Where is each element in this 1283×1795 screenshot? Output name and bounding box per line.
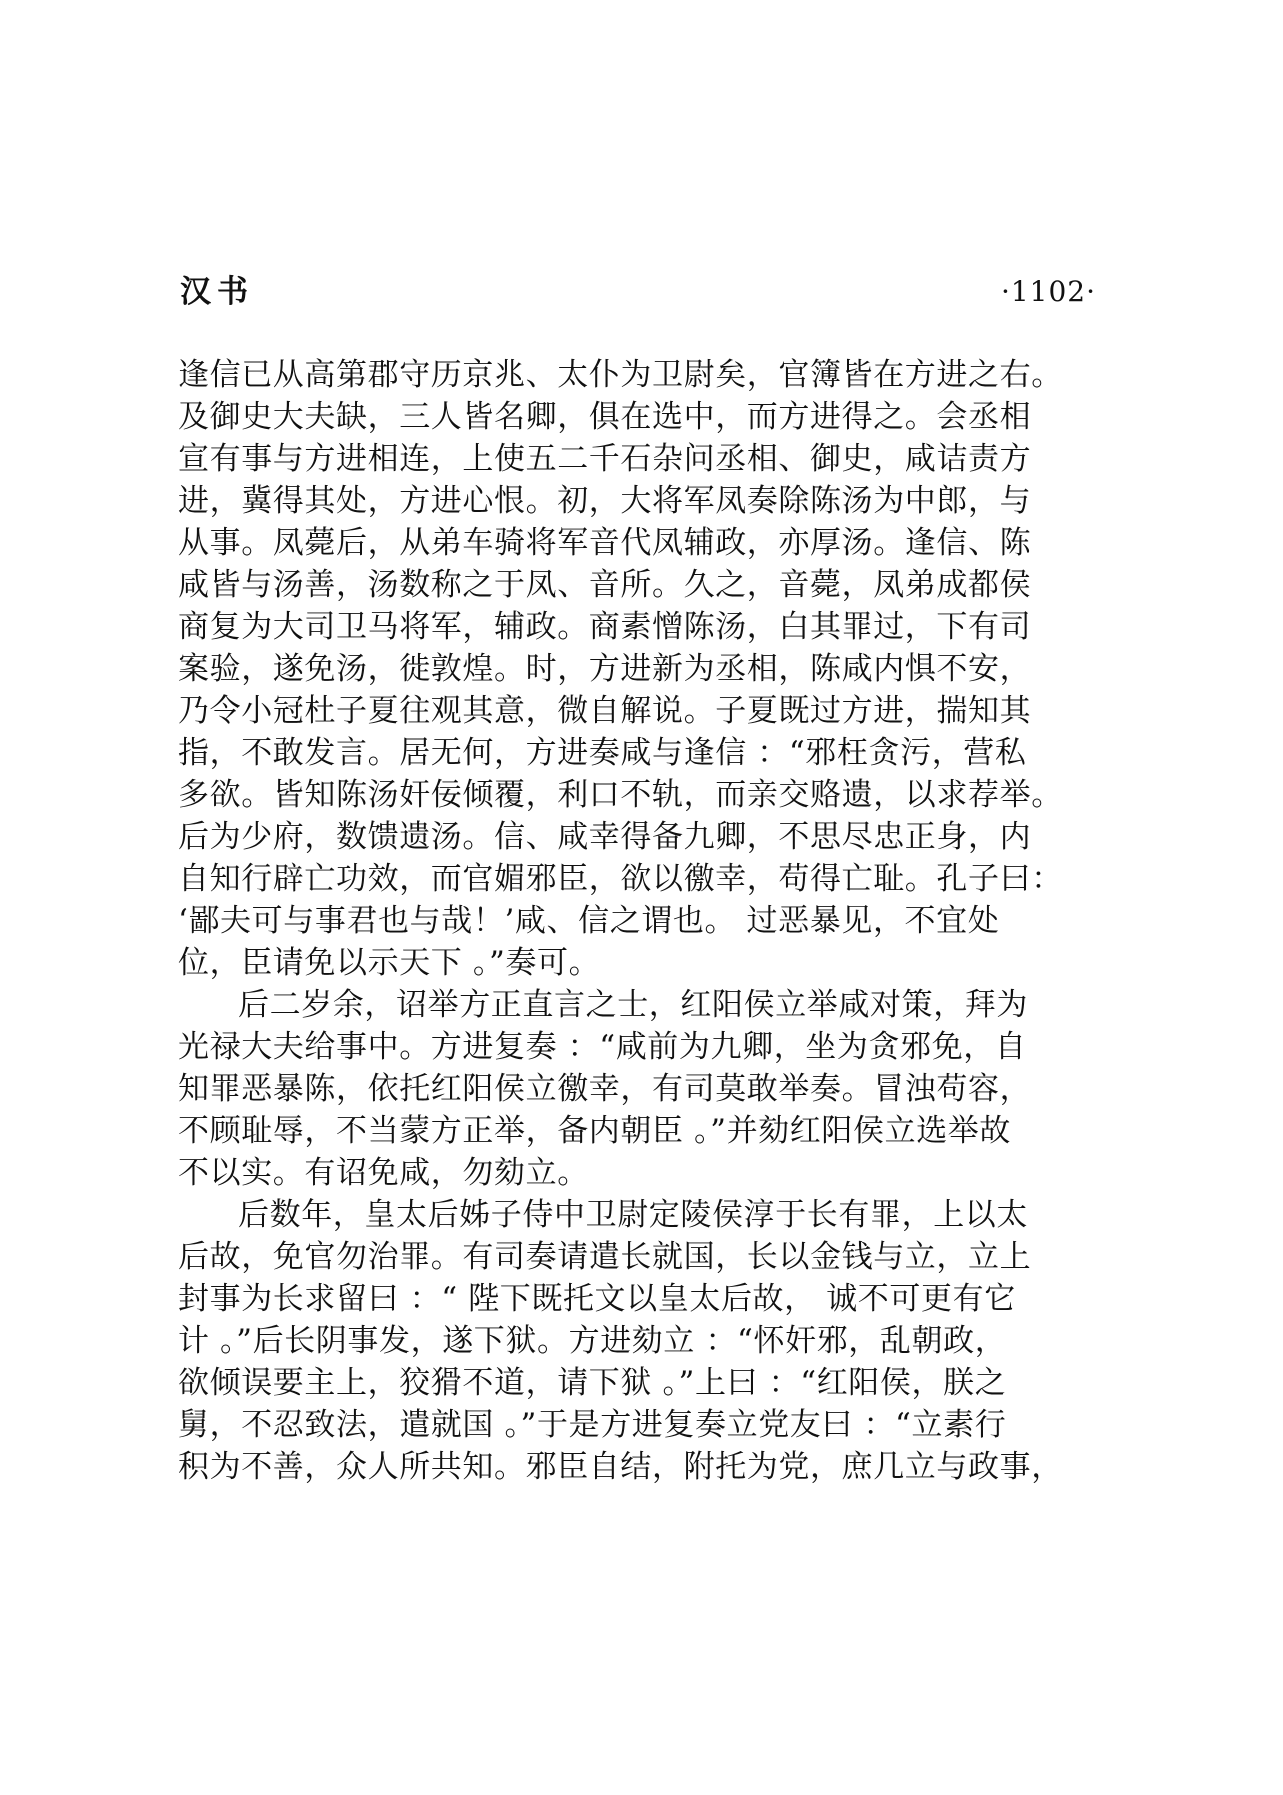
text-line: 进，冀得其处，方进心恨。初，大将军凤奏除陈汤为中郎，与 [178, 483, 1032, 519]
text-line: 案验，遂免汤，徙敦煌。时，方进新为丞相，陈咸内惧不安， [178, 651, 1032, 687]
text-line: 咸皆与汤善，汤数称之于凤、音所。久之，音薨，凤弟成都侯 [178, 567, 1032, 603]
book-title: 汉书 [180, 274, 254, 310]
text-line: 欲倾误要主上，狡猾不道，请下狱 。”上曰 ：“红阳侯，朕之 [178, 1365, 1007, 1401]
text-line: 逢信已从高第郡守历京兆、太仆为卫尉矣，官簿皆在方进之右。 [178, 357, 1063, 393]
paragraph-1 [178, 354, 1098, 984]
text-line: 多欲。皆知陈汤奸佞倾覆，利口不轨，而亲交赂遗，以求荐举。 [178, 777, 1063, 813]
text-line: 宣有事与方进相连，上使五二千石杂问丞相、御史，咸诘责方 [178, 441, 1032, 477]
text-line: 从事。凤薨后，从弟车骑将军音代凤辅政，亦厚汤。逢信、陈 [178, 525, 1032, 561]
text-line: 封事为长求留曰 ：“ 陛下既托文以皇太后故， 诚不可更有它 [178, 1281, 1016, 1317]
paragraph-2 [178, 984, 1098, 1194]
text-line: 不顾耻辱，不当蒙方正举，备内朝臣 。”并劾红阳侯立选举故 [178, 1113, 1011, 1149]
text-line: 位，臣请免以示天下 。”奏可。 [178, 945, 601, 981]
text-line: 积为不善，众人所共知。邪臣自结，附托为党，庶几立与政事， [178, 1449, 1063, 1485]
text-line: 知罪恶暴陈，依托红阳侯立徼幸，有司莫敢举奏。冒浊苟容， [178, 1071, 1032, 1107]
text-line: 舅，不忍致法，遣就国 。”于是方进复奏立党友曰 ：“立素行 [178, 1407, 1007, 1443]
page-header [180, 272, 1096, 312]
text-line: 指，不敢发言。居无何，方进奏咸与逢信 ：“邪枉贪污，营私 [178, 735, 1027, 771]
text-line: 及御史大夫缺，三人皆名卿，俱在选中，而方进得之。会丞相 [178, 399, 1032, 435]
text-line: 乃令小冠杜子夏往观其意，微自解说。子夏既过方进，揣知其 [178, 693, 1032, 729]
text-line: 不以实。有诏免咸，勿劾立。 [178, 1155, 589, 1191]
body-text [178, 354, 1098, 1488]
text-line: 后为少府，数馈遗汤。信、咸幸得备九卿，不思尽忠正身，内 [178, 819, 1032, 855]
text-line: 后故，免官勿治罪。有司奏请遣长就国，长以金钱与立，立上 [178, 1239, 1032, 1275]
text-line: ‘鄙夫可与事君也与哉！’咸、信之谓也。 过恶暴见，不宜处 [178, 903, 1000, 939]
text-line: 光禄大夫给事中。方进复奏 ：“咸前为九卿，坐为贪邪免，自 [178, 1029, 1027, 1065]
paragraph-3 [178, 1194, 1098, 1488]
page-number: ·1102· [1000, 275, 1096, 308]
text-line: 自知行辟亡功效，而官媚邪臣，欲以徼幸，苟得亡耻。孔子曰： [178, 861, 1063, 897]
text-line: 计 。”后长阴事发，遂下狱。方进劾立 ：“怀奸邪，乱朝政， [178, 1323, 1007, 1359]
text-line: 商复为大司卫马将军，辅政。商素憎陈汤，白其罪过，下有司 [178, 609, 1032, 645]
text-line-first: 后二岁余，诏举方正直言之士，红阳侯立举咸对策，拜为 [238, 987, 1028, 1023]
text-line-first: 后数年，皇太后姊子侍中卫尉定陵侯淳于长有罪，上以太 [238, 1197, 1028, 1233]
